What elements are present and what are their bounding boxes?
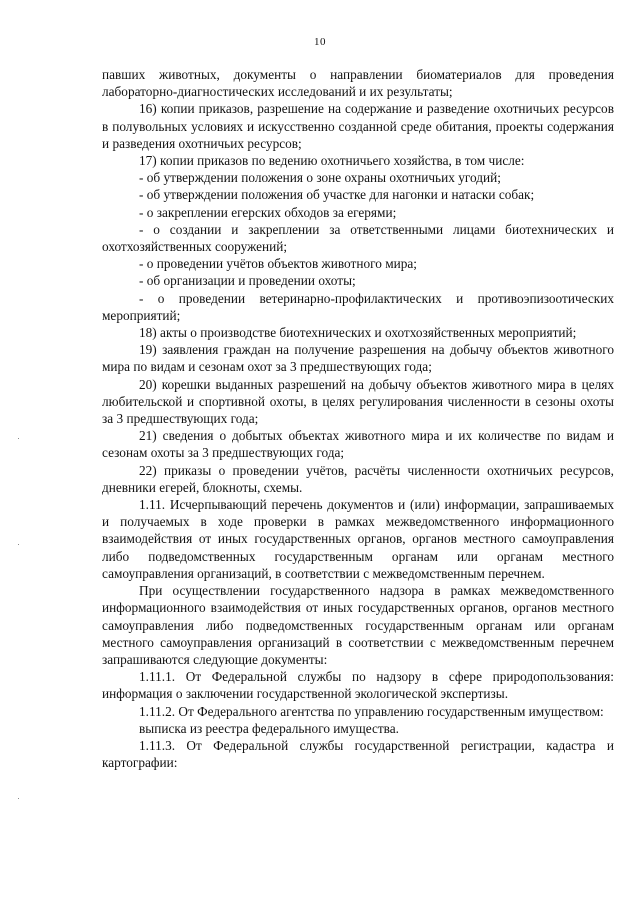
paragraph: 20) корешки выданных разрешений на добычу объектов животного мира в целях любительской и спортивной охоты, в целях регулирования численности в сезоны охоты за 3 предшествующих года;	[102, 376, 614, 427]
list-item: - об утверждении положения о зоне охраны охотничьих угодий;	[139, 170, 501, 186]
paragraph: 1.11.2. От Федерального агентства по управлению государственным имуществом:	[139, 703, 604, 719]
list-item: - о проведении ветеринарно-профилактических и противоэпизоотических мероприятий;	[102, 290, 614, 323]
page-number: 10	[314, 36, 326, 48]
list-item: - о закреплении егерских обходов за егерями;	[139, 204, 397, 220]
paragraph: 19) заявления граждан на получение разрешения на добычу объектов животного мира по видам и сезонам охот за 3 предшествующих года;	[102, 342, 614, 375]
scan-speck	[18, 798, 19, 799]
paragraph: 1.11. Исчерпывающий перечень документов и (или) информации, запрашиваемых и получаемых в ходе проверки в рамках межведомственного информационного взаимодействия от иных государственных органов, органов местного самоуправления либо подведомственных государственным органам или органам местного самоуправления организаций, в соответствии с межведомственным перечнем.	[102, 497, 614, 581]
paragraph: 22) приказы о проведении учётов, расчёты численности охотничьих ресурсов, дневники егерей, блокноты, схемы.	[102, 462, 614, 495]
paragraph: 18) акты о производстве биотехнических и охотхозяйственных мероприятий;	[139, 325, 577, 341]
document-body	[102, 66, 614, 771]
paragraph: 21) сведения о добытых объектах животного мира и их количестве по видам и сезонам охоты за 3 предшествующих года;	[102, 428, 614, 461]
paragraph: 1.11.3. От Федеральной службы государственной регистрации, кадастра и картографии:	[102, 737, 614, 771]
scan-speck	[18, 544, 19, 545]
list-item: - о проведении учётов объектов животного мира;	[139, 256, 417, 272]
paragraph: 1.11.1. От Федеральной службы по надзору в сфере природопользования: информация о заключении государственной экологической экспертизы.	[102, 669, 614, 702]
paragraph: 16) копии приказов, разрешение на содержание и разведение охотничьих ресурсов в полувольных условиях и искусственно созданной среде обитания, проекты содержания и разведения охотничьих ресурсов;	[102, 101, 614, 151]
list-item: - о создании и закреплении за ответственными лицами биотехнических и охотхозяйственных сооружений;	[102, 221, 614, 255]
paragraph: При осуществлении государственного надзора в рамках межведомственного информационного взаимодействия от иных государственных органов, органов местного самоуправления либо подведомственных государственным органам или органам местного самоуправления организаций в соответствии с межведомственным перечнем запрашиваются следующие документы:	[102, 583, 614, 667]
scan-speck	[18, 438, 19, 439]
list-item: - об организации и проведении охоты;	[139, 273, 356, 289]
list-item: - об утверждении положения об участке для нагонки и натаски собак;	[139, 187, 535, 203]
paragraph: павших животных, документы о направлении биоматериалов для проведения лабораторно-диагностических исследований и их результаты;	[102, 67, 614, 100]
paragraph: выписка из реестра федерального имущества.	[139, 720, 399, 736]
paragraph: 17) копии приказов по ведению охотничьего хозяйства, в том числе:	[139, 153, 525, 169]
